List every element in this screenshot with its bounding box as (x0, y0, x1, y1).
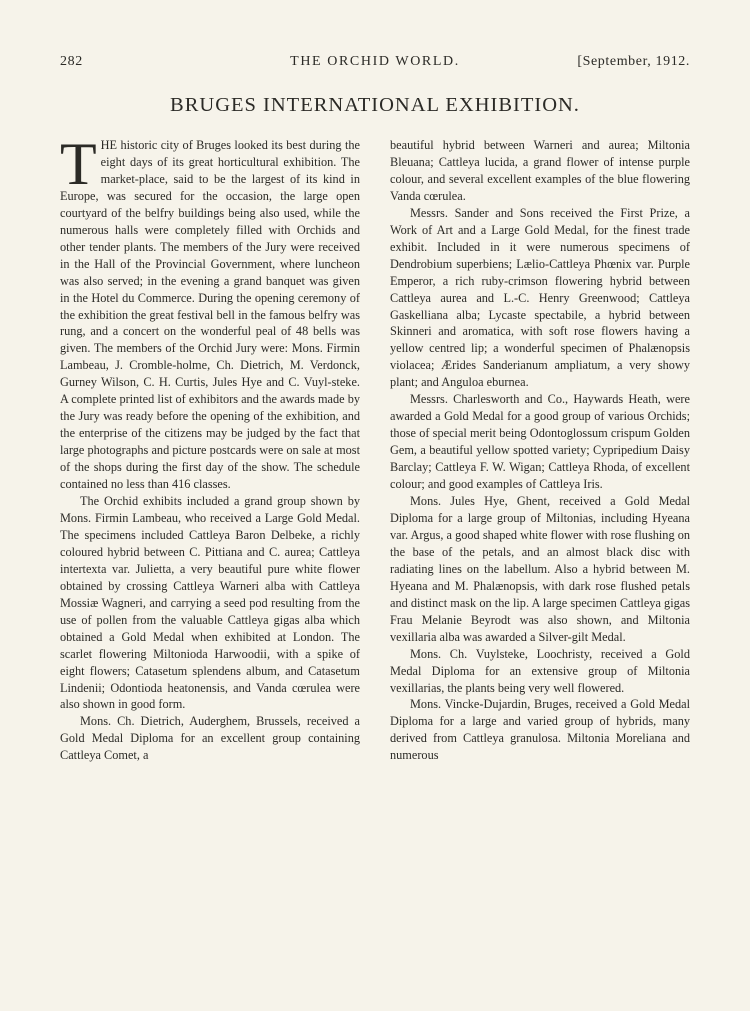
paragraph: Mons. Jules Hye, Ghent, received a Gold Medal Diploma for a large group of Miltonias, including Hyeana var. Argus, a good shaped white flower with rose flushing on the base of the petals, and an almost black disc with radiating lines on the labellum. Also a hybrid between M. Hyeana and M. Phalænopsis, with dark rose flushed petals and distinct mask on the lip. A large specimen Cattleya gigas Frau Melanie Beyrodt was also shown, and Miltonia vexillaria alba was awarded a Silver-gilt Medal. (390, 494, 690, 644)
paragraph: beautiful hybrid between Warneri and aurea; Miltonia Bleuana; Cattleya lucida, a grand flower of intense purple colour, and several excellent examples of the blue flowering Vanda cœrulea. (390, 138, 690, 203)
drop-cap: T (60, 131, 97, 197)
right-column (390, 137, 690, 764)
paragraph: Mons. Ch. Vuylsteke, Loochristy, received a Gold Medal Diploma for an extensive group of Miltonia vexillarias, the plants being very well flowered. (390, 646, 690, 695)
paragraph: Mons. Vincke-Dujardin, Bruges, received a Gold Medal Diploma for a large and varied group of hybrids, many derived from Cattleya granulosa. Miltonia Moreliana and numerous (390, 697, 690, 763)
article-body (60, 131, 690, 764)
running-head (60, 40, 690, 70)
paragraph: Messrs. Charlesworth and Co., Haywards Heath, were awarded a Gold Medal for a good group of various Orchids; those of special merit being Odontoglossum crispum Golden Gem, a beautiful yellow spotted variety; Cypripedium Daisy Barclay; Cattleya F. W. Wigan; Cattleya Rhoda, of excellent colour; and good examples of Cattleya Iris. (390, 392, 690, 492)
issue-date: [September, 1912. (577, 54, 690, 69)
article-title: BRUGES INTERNATIONAL EXHIBITION. (170, 94, 580, 116)
paragraph: Messrs. Sander and Sons received the First Prize, a Work of Art and a Large Gold Medal, for the finest trade exhibit. Included in it were numerous specimens of Dendrobium superbiens; Lælio-Cattleya Phœnix var. Purple Emperor, a rich ruby-crimson flowering hybrid between Cattleya aurea and L.-C. Henry Greenwood; Cattleya Gaskelliana alba; Lycaste spectabile, a hybrid between Skinneri and aromatica, with soft rose flowers having a yellow centred lip; a wonderful specimen of Phalænopsis violacea; Ærides Sanderianum ampliatum, a very showy plant; and Anguloa eburnea. (390, 205, 690, 390)
left-column (60, 131, 360, 764)
paragraph: Mons. Ch. Dietrich, Auderghem, Brussels, received a Gold Medal Diploma for an excellent group containing Cattleya Comet, a (60, 714, 360, 763)
paragraph: The Orchid exhibits included a grand group shown by Mons. Firmin Lambeau, who received a Large Gold Medal. The specimens included Cattleya Baron Delbeke, a richly coloured hybrid between C. Pittiana and C. aurea; Cattleya intertexta var. Julietta, a very beautiful pure white flower obtained by crossing Cattleya Warneri alba with Cattleya Mossiæ Wagneri, and carrying a seed pod resulting from the use of pollen from the valuable Cattleya gigas alba which obtained a Gold Medal when exhibited at London. The scarlet flowering Miltonioda Harwoodii, with a spike of eight flowers; Catasetum splendens album, and Catasetum Lindenii; Odontioda heatonensis, and Vanda cœrulea were also shown in good form. (60, 494, 360, 712)
journal-title: THE ORCHID WORLD. (290, 54, 460, 69)
document-page (60, 40, 690, 1000)
page-number: 282 (60, 54, 83, 69)
paragraph-text: HE historic city of Bruges looked its best during the eight days of its great horticultural exhibition. The market-place, said to be the largest of its kind in Europe, was secured for the occasion, the large open courtyard of the belfry buildings being also used, while the numerous halls were completely filled with Orchids and other tender plants. The members of the Jury were received in the Hall of the Provincial Government, where luncheon was also served; in the evening a grand banquet was given in the Hotel du Commerce. During the opening ceremony of the exhibition the great festival bell in the famous belfry was rung, and a concert on the wonderful peal of 48 bells was given. The members of the Orchid Jury were: Mons. Firmin Lambeau, J. Cromble-holme, Ch. Dietrich, M. Verdonck, Gurney Wilson, C. H. Curtis, Jules Hye and C. Vuyl-steke. A complete printed list of exhibitors and the awards made by the Jury was ready before the opening of the exhibition, and the enterprise of the citizens may be judged by the fact that large photographs and picture postcards were on sale at most of the shops during the first day of the show. The schedule contained no less than 416 classes. (60, 138, 360, 492)
paragraph (60, 131, 360, 493)
